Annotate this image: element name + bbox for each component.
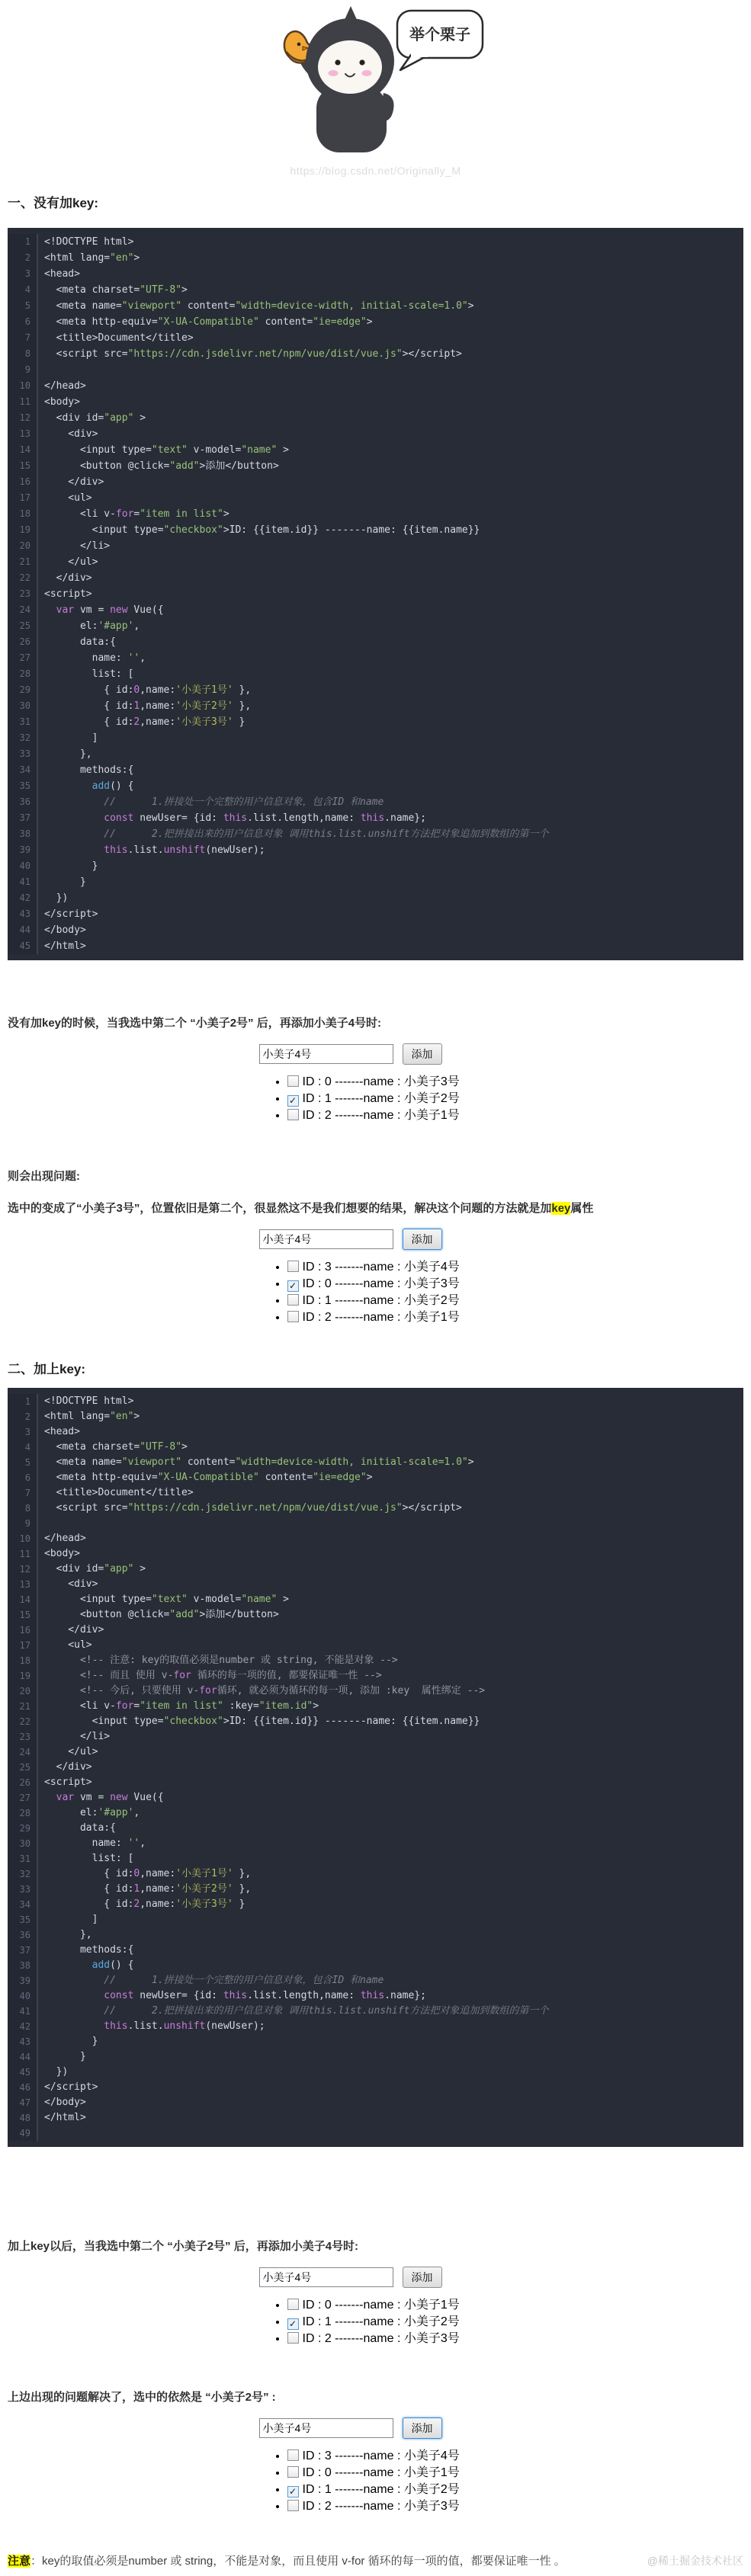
line-number: 3 [8,266,38,282]
list-item [287,1293,539,1309]
line-number: 1 [8,1394,38,1409]
code-line: 29 data:{ [8,1821,743,1836]
code-line: 42 }) [8,890,743,906]
line-number: 27 [8,1790,38,1805]
list-item-label: ID : 2 -------name : 小美子1号 [302,1109,460,1122]
list-item-label: ID : 3 -------name : 小美子4号 [302,2449,460,2462]
line-number: 17 [8,490,38,506]
code-line: 14 <input type="text" v-model="name" > [8,1592,743,1607]
line-number: 5 [8,1455,38,1470]
line-number: 35 [8,1912,38,1927]
code-line: 8 <script src="https://cdn.jsdelivr.net/npm/vue/dist/vue.js"></script> [8,346,743,362]
line-number: 37 [8,810,38,826]
code-block-no-key [8,228,743,960]
code-line: 45 </html> [8,938,743,954]
line-number: 25 [8,1760,38,1775]
checkbox-checked[interactable]: ✓ [287,2486,299,2498]
code-line: 37 methods:{ [8,1943,743,1958]
code-line: 48 </html> [8,2110,743,2126]
checkbox[interactable] [287,2332,299,2344]
line-number: 9 [8,362,38,378]
line-number: 20 [8,1684,38,1699]
checkbox[interactable] [287,2500,299,2511]
checkbox[interactable] [287,1261,299,1272]
list-item-label: ID : 2 -------name : 小美子1号 [302,1311,460,1324]
name-input[interactable] [259,1229,393,1249]
line-number: 42 [8,2019,38,2034]
line-number: 6 [8,314,38,330]
demo-result-4 [8,2417,743,2515]
line-number: 21 [8,1699,38,1714]
line-number: 24 [8,1745,38,1760]
result-list [274,2448,539,2515]
demo-form-row [0,1229,718,1250]
code-line: 20 </li> [8,538,743,554]
note-label: 注意 [8,2555,31,2568]
line-number: 11 [8,394,38,410]
line-number: 14 [8,1592,38,1607]
checkbox[interactable] [287,1294,299,1306]
code-line: 3 <head> [8,1424,743,1440]
code-line: 30 name: '', [8,1836,743,1851]
code-line: 13 <div> [8,1577,743,1592]
code-line: 4 <meta charset="UTF-8"> [8,1440,743,1455]
line-number: 42 [8,890,38,906]
note-text-wrap [8,2553,566,2569]
code-line: 26 <script> [8,1775,743,1790]
list-item [287,1309,539,1326]
code-line: 11 <body> [8,1546,743,1562]
line-number: 28 [8,666,38,682]
list-item-label: ID : 3 -------name : 小美子4号 [302,1261,460,1274]
line-number: 34 [8,1897,38,1912]
code-line: 5 <meta name="viewport" content="width=device-width, initial-scale=1.0"> [8,1455,743,1470]
note-text: ：key的取值必须是number 或 string，不能是对象，而且使用 v-for 循环的每一项的值，都要保证唯一性 。 [30,2555,566,2568]
paragraph-with-key-intro: 加上key以后，当我选中第二个 “小美子2号” 后，再添加小美子4号时: [8,2240,359,2253]
line-number: 38 [8,826,38,842]
line-number: 36 [8,794,38,810]
name-input[interactable] [259,2418,393,2438]
code-line: 40 } [8,858,743,874]
list-item-label: ID : 2 -------name : 小美子3号 [302,2500,460,2513]
checkbox-checked[interactable]: ✓ [287,1280,299,1292]
code-line [8,362,743,378]
line-number: 41 [8,2004,38,2019]
list-item-label: ID : 0 -------name : 小美子1号 [302,2299,460,2312]
code-line: 44 </body> [8,922,743,938]
line-number: 22 [8,1714,38,1729]
line-number: 20 [8,538,38,554]
code-line: 33 }, [8,746,743,762]
line-number: 33 [8,1882,38,1897]
code-line: 46 </script> [8,2080,743,2095]
line-number: 41 [8,874,38,890]
code-line: 38 add() { [8,1958,743,1973]
list-item [287,2448,539,2465]
code-line: 1 <!DOCTYPE html> [8,1394,743,1409]
line-number: 7 [8,330,38,346]
demo-result-1 [8,1043,743,1124]
code-line: 25 </div> [8,1760,743,1775]
add-button[interactable]: 添加 [403,1043,442,1065]
line-number: 32 [8,1866,38,1882]
code-line: 24 var vm = new Vue({ [8,602,743,618]
line-number: 16 [8,474,38,490]
line-number: 2 [8,1409,38,1424]
code-line: 37 const newUser= {id: this.list.length,name: this.name}; [8,810,743,826]
line-number: 15 [8,458,38,474]
line-number: 24 [8,602,38,618]
paragraph-solved: 上边出现的问题解决了，选中的依然是 “小美子2号” : [8,2391,276,2404]
list-item [287,1091,539,1107]
checkbox-checked[interactable]: ✓ [287,1095,299,1107]
code-line: 29 { id:0,name:'小美子1号' }, [8,682,743,698]
name-input[interactable] [259,1044,393,1064]
code-line: 18 <li v-for="item in list"> [8,506,743,522]
result-list [274,1074,539,1124]
line-number: 10 [8,1531,38,1546]
checkbox[interactable] [287,1311,299,1322]
problem-title: 则会出现问题: [8,1170,80,1183]
paragraph-problem-suffix: 属性 [570,1202,594,1215]
code-line: 12 <div id="app" > [8,410,743,426]
code-line: 16 </div> [8,474,743,490]
code-line: 32 { id:0,name:'小美子1号' }, [8,1866,743,1882]
code-line: 35 add() { [8,778,743,794]
line-number: 23 [8,586,38,602]
code-line: 22 <input type="checkbox">ID: {{item.id}} -------name: {{item.name}} [8,1714,743,1729]
line-number: 37 [8,1943,38,1958]
code-line: 15 <button @click="add">添加</button> [8,458,743,474]
code-line: 1 <!DOCTYPE html> [8,234,743,250]
code-line: 18 <!-- 注意: key的取值必须是number 或 string, 不能是对象 --> [8,1653,743,1668]
code-line: 35 ] [8,1912,743,1927]
list-item-label: ID : 1 -------name : 小美子2号 [302,1092,460,1105]
line-number: 35 [8,778,38,794]
code-line: 23 </li> [8,1729,743,1745]
code-line: 36 // 1.拼接处一个完整的用户信息对象，包含ID 和name [8,794,743,810]
key-highlight: key [551,1202,571,1215]
code-line: 28 el:'#app', [8,1805,743,1821]
code-line: 2 <html lang="en"> [8,250,743,266]
result-list [274,2297,539,2347]
list-item [287,1276,539,1293]
list-item [287,1107,539,1124]
demo-result-3 [8,2267,743,2347]
section-heading-no-key: 一、没有加key: [8,196,99,210]
add-button[interactable]: 添加 [403,2267,442,2288]
line-number: 49 [8,2126,38,2141]
add-button[interactable]: 添加 [403,2417,442,2439]
bottom-note [8,2553,743,2569]
checkbox-checked[interactable]: ✓ [287,2318,299,2330]
list-item [287,2297,539,2314]
code-line: 34 methods:{ [8,762,743,778]
checkbox[interactable] [287,1075,299,1087]
add-button[interactable]: 添加 [403,1229,442,1250]
mascot-illustration-icon [262,3,490,154]
line-number: 44 [8,2049,38,2065]
line-number: 45 [8,2065,38,2080]
list-item [287,1074,539,1091]
code-line: 10 </head> [8,378,743,394]
code-line: 19 <!-- 而且 使用 v-for 循环的每一项的值, 都要保证唯一性 --> [8,1668,743,1684]
line-number: 22 [8,570,38,586]
list-item-label: ID : 0 -------name : 小美子1号 [302,2466,460,2479]
line-number: 33 [8,746,38,762]
code-line: 6 <meta http-equiv="X-UA-Compatible" content="ie=edge"> [8,314,743,330]
line-number: 40 [8,858,38,874]
code-line: 17 <ul> [8,490,743,506]
line-number: 23 [8,1729,38,1745]
checkbox[interactable] [287,1109,299,1120]
line-number: 25 [8,618,38,634]
code-line: 33 { id:1,name:'小美子2号' }, [8,1882,743,1897]
list-item-label: ID : 1 -------name : 小美子2号 [302,1294,460,1307]
code-line: 12 <div id="app" > [8,1562,743,1577]
line-number: 43 [8,2034,38,2049]
line-number: 4 [8,1440,38,1455]
line-number: 1 [8,234,38,250]
checkbox[interactable] [287,2299,299,2310]
code-line: 19 <input type="checkbox">ID: {{item.id}} -------name: {{item.name}} [8,522,743,538]
code-line: 7 <title>Document</title> [8,1485,743,1501]
image-watermark: https://blog.csdn.net/Originally_M [290,165,461,177]
code-line: 43 } [8,2034,743,2049]
code-line: 41 } [8,874,743,890]
speech-bubble-text: 举个栗子 [409,27,470,43]
line-number: 28 [8,1805,38,1821]
line-number: 16 [8,1623,38,1638]
code-line: 8 <script src="https://cdn.jsdelivr.net/npm/vue/dist/vue.js"></script> [8,1501,743,1516]
code-line [8,2126,743,2141]
line-number: 5 [8,298,38,314]
list-item-label: ID : 1 -------name : 小美子2号 [302,2483,460,2496]
line-number: 17 [8,1638,38,1653]
line-number: 8 [8,346,38,362]
line-number: 46 [8,2080,38,2095]
list-item-label: ID : 2 -------name : 小美子3号 [302,2332,460,2345]
name-input[interactable] [259,2267,393,2287]
demo-form-row [0,2417,718,2439]
code-line: 45 }) [8,2065,743,2080]
list-item [287,2481,539,2498]
line-number: 31 [8,714,38,730]
line-number: 40 [8,1988,38,2004]
code-line: 39 // 1.拼接处一个完整的用户信息对象，包含ID 和name [8,1973,743,1988]
code-line: 20 <!-- 今后, 只要使用 v-for循环, 就必须为循环的每一项, 添加 :key 属性绑定 --> [8,1684,743,1699]
code-line: 42 this.list.unshift(newUser); [8,2019,743,2034]
list-item [287,2498,539,2515]
line-number: 45 [8,938,38,954]
line-number: 19 [8,1668,38,1684]
code-line: 21 </ul> [8,554,743,570]
result-list [274,1259,539,1326]
line-number: 48 [8,2110,38,2126]
code-line: 31 { id:2,name:'小美子3号' } [8,714,743,730]
line-number: 44 [8,922,38,938]
code-line: 38 // 2.把拼接出来的用户信息对象 调用this.list.unshift方法把对象追加到数组的第一个 [8,826,743,842]
line-number: 14 [8,442,38,458]
line-number: 26 [8,634,38,650]
line-number: 6 [8,1470,38,1485]
list-item [287,2314,539,2331]
code-line: 30 { id:1,name:'小美子2号' }, [8,698,743,714]
line-number: 21 [8,554,38,570]
line-number: 12 [8,1562,38,1577]
line-number: 39 [8,1973,38,1988]
list-item-label: ID : 1 -------name : 小美子2号 [302,2315,460,2328]
demo-form-row [0,1043,718,1065]
line-number: 2 [8,250,38,266]
paragraph-problem-text: 选中的变成了“小美子3号”，位置依旧是第二个，很显然这不是我们想要的结果，解决这个问题的方法就是加 [8,1202,552,1215]
line-number: 11 [8,1546,38,1562]
code-line: 26 data:{ [8,634,743,650]
site-watermark: @稀土掘金技术社区 [647,2555,743,2567]
code-line: 21 <li v-for="item in list" :key="item.id"> [8,1699,743,1714]
demo-form-row [0,2267,718,2288]
header-illustration [8,3,743,180]
code-line: 4 <meta charset="UTF-8"> [8,282,743,298]
code-line: 43 </script> [8,906,743,922]
code-line: 16 </div> [8,1623,743,1638]
list-item-label: ID : 0 -------name : 小美子3号 [302,1075,460,1088]
list-item [287,2331,539,2347]
line-number: 30 [8,1836,38,1851]
code-line: 28 list: [ [8,666,743,682]
code-line: 39 this.list.unshift(newUser); [8,842,743,858]
code-line: 27 var vm = new Vue({ [8,1790,743,1805]
code-line: 24 </ul> [8,1745,743,1760]
paragraph-no-key-intro: 没有加key的时候，当我选中第二个 “小美子2号” 后，再添加小美子4号时: [8,1017,382,1030]
code-line: 22 </div> [8,570,743,586]
line-number: 38 [8,1958,38,1973]
code-line: 10 </head> [8,1531,743,1546]
code-line: 5 <meta name="viewport" content="width=device-width, initial-scale=1.0"> [8,298,743,314]
code-line: 3 <head> [8,266,743,282]
line-number: 26 [8,1775,38,1790]
line-number: 39 [8,842,38,858]
code-line: 15 <button @click="add">添加</button> [8,1607,743,1623]
list-item [287,1259,539,1276]
line-number: 36 [8,1927,38,1943]
code-line: 7 <title>Document</title> [8,330,743,346]
list-item [287,2465,539,2481]
line-number: 10 [8,378,38,394]
checkbox[interactable] [287,2466,299,2478]
line-number: 29 [8,1821,38,1836]
line-number: 9 [8,1516,38,1531]
section-heading-with-key: 二、加上key: [8,1362,86,1376]
code-line: 17 <ul> [8,1638,743,1653]
line-number: 19 [8,522,38,538]
line-number: 47 [8,2095,38,2110]
code-block-with-key [8,1388,743,2147]
code-line: 34 { id:2,name:'小美子3号' } [8,1897,743,1912]
code-line [8,1516,743,1531]
demo-result-2 [8,1229,743,1326]
line-number: 29 [8,682,38,698]
paragraph-problem [8,1200,743,1216]
line-number: 31 [8,1851,38,1866]
code-line: 23 <script> [8,586,743,602]
speech-bubble [397,11,483,70]
line-number: 18 [8,506,38,522]
line-number: 4 [8,282,38,298]
code-line: 25 el:'#app', [8,618,743,634]
code-line: 32 ] [8,730,743,746]
line-number: 12 [8,410,38,426]
line-number: 34 [8,762,38,778]
code-line: 47 </body> [8,2095,743,2110]
code-line: 36 }, [8,1927,743,1943]
line-number: 13 [8,1577,38,1592]
list-item-label: ID : 0 -------name : 小美子3号 [302,1277,460,1290]
code-line: 31 list: [ [8,1851,743,1866]
line-number: 8 [8,1501,38,1516]
line-number: 15 [8,1607,38,1623]
code-line: 27 name: '', [8,650,743,666]
line-number: 18 [8,1653,38,1668]
line-number: 43 [8,906,38,922]
line-number: 7 [8,1485,38,1501]
code-line: 13 <div> [8,426,743,442]
code-line: 41 // 2.把拼接出来的用户信息对象 调用this.list.unshift方法把对象追加到数组的第一个 [8,2004,743,2019]
code-line: 2 <html lang="en"> [8,1409,743,1424]
line-number: 13 [8,426,38,442]
code-line: 40 const newUser= {id: this.list.length,name: this.name}; [8,1988,743,2004]
code-line: 6 <meta http-equiv="X-UA-Compatible" content="ie=edge"> [8,1470,743,1485]
code-line: 11 <body> [8,394,743,410]
code-line: 44 } [8,2049,743,2065]
line-number: 30 [8,698,38,714]
code-line: 14 <input type="text" v-model="name" > [8,442,743,458]
line-number: 32 [8,730,38,746]
line-number: 27 [8,650,38,666]
checkbox[interactable] [287,2449,299,2461]
line-number: 3 [8,1424,38,1440]
